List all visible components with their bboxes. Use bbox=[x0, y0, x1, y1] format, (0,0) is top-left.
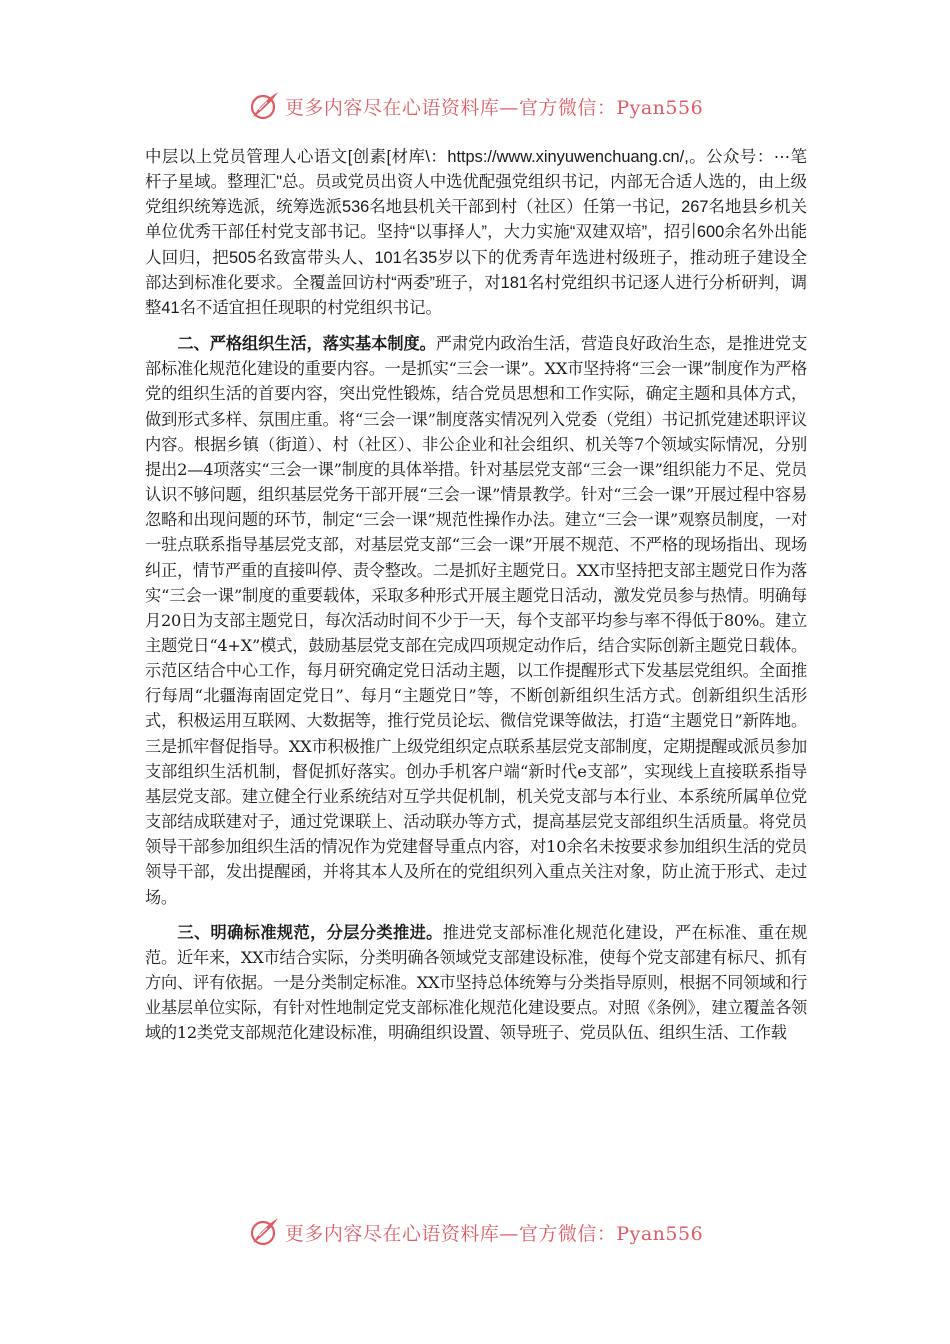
quill-circle-logo-icon bbox=[247, 1215, 281, 1249]
paragraph-section-2 bbox=[145, 331, 807, 910]
paragraph-text: 推进党支部标准化规范化建设，严在标准、重在规范。近年来，XX市结合实际，分类明确各领域党支部建设标准，使每个党支部建有标尺、抓有方向、评有依据。一是分类制定标准。XX市坚持总体统筹与分类指导原则，根据不同领域和行业基层单位实际，有针对性地制定党支部标准化规范化建设要点。对照《条例》，建立覆盖各领域的12类党支部规范化建设标准，明确组织设置、领导班子、党员队伍、组织生活、工作载 bbox=[145, 922, 808, 1043]
document-body bbox=[145, 145, 807, 1045]
paragraph-continuation bbox=[145, 145, 807, 321]
quill-circle-logo-icon bbox=[247, 89, 281, 123]
paragraph-section-3 bbox=[145, 920, 807, 1046]
header-banner-text: 更多内容尽在心语资料库—官方微信：Pyan556 bbox=[284, 96, 704, 119]
header-banner bbox=[0, 86, 950, 126]
paragraph-text: 严肃党内政治生活，营造良好政治生态，是推进党支部标准化规范化建设的重要内容。一是抓实“三会一课”。XX市坚持将“三会一课”制度作为严格党的组织生活的首要内容，突出党性锻炼，结合党员思想和工作实际，确定主题和具体方式，做到形式多样、氛围庄重。将“三会一课”制度落实情况列入党委（党组）书记抓党建述职评议内容。根据乡镇（街道）、村（社区）、非公企业和社会组织、机关等7个领域实际情况，分别提出2—4项落实“三会一课”制度的具体举措。针对基层党支部“三会一课”组织能力不足、党员认识不够问题，组织基层党务干部开展“三会一课”情景教学。针对“三会一课”开展过程中容易忽略和出现问题的环节，制定“三会一课”规范性操作办法。建立“三会一课”观察员制度，一对一驻点联系指导基层党支部，对基层党支部“三会一课”开展不规范、不严格的现场指出、现场纠正，情节严重的直接叫停、责令整改。二是抓好主题党日。XX市坚持把支部主题党日作为落实“三会一课”制度的重要载体，采取多种形式开展主题党日活动，激发党员参与热情。明确每月20日为支部主题党日，每次活动时间不少于一天，每个支部平均参与率不得低于80%。建立主题党日“4+X”模式，鼓励基层党支部在完成四项规定动作后，结合实际创新主题党日载体。示范区结合中心工作，每月研究确定党日活动主题，以工作提醒形式下发基层党组织。全面推行每周“北疆海南固定党日”、每月“主题党日”等，不断创新组织生活方式。创新组织生活形式，积极运用互联网、大数据等，推行党员论坛、微信党课等做法，打造“主题党日”新阵地。三是抓牢督促指导。XX市积极推广上级党组织定点联系基层党支部制度，定期提醒或派员参加支部组织生活机制，督促抓好落实。创办手机客户端“新时代e支部”，实现线上直接联系指导基层党支部。建立健全行业系统结对互学共促机制，机关党支部与本行业、本系统所属单位党支部结成联建对子，通过党课联上、活动联办等方式，提高基层党支部组织生活质量。将党员领导干部参加组织生活的情况作为党建督导重点内容，对10余名未按要求参加组织生活的党员领导干部，发出提醒函，并将其本人及所在的党组织列入重点关注对象，防止流于形式、走过场。 bbox=[145, 334, 808, 907]
section-heading: 二、严格组织生活，落实基本制度。 bbox=[177, 334, 436, 354]
paragraph-text: 中层以上党员管理人心语文[创素[材库\：https://www.xinyuwenchuang.cn/,。公众号：⋯笔杆子星域。整理汇"总。员或党员出资人中选优配强党组织书记，内部无合适人选的，由上级党组织统筹选派，统筹选派536名地县机关干部到村（社区）任第一书记，267名地县乡机关单位优秀干部任村党支部书记。坚持“以事择人”，大力实施“双建双培”，招引600余名外出能人回归，把505名致富带头人、101名35岁以下的优秀青年选进村级班子，推动班子建设全部达到标准化要求。全覆盖回访村“两委”班子，对181名村党组织书记逐人进行分析研判，调整41名不适宜担任现职的村党组织书记。 bbox=[145, 148, 807, 317]
section-heading: 三、明确标准规范，分层分类推进。 bbox=[177, 922, 443, 942]
footer-banner bbox=[0, 1212, 950, 1252]
footer-banner-text: 更多内容尽在心语资料库—官方微信：Pyan556 bbox=[284, 1222, 704, 1245]
